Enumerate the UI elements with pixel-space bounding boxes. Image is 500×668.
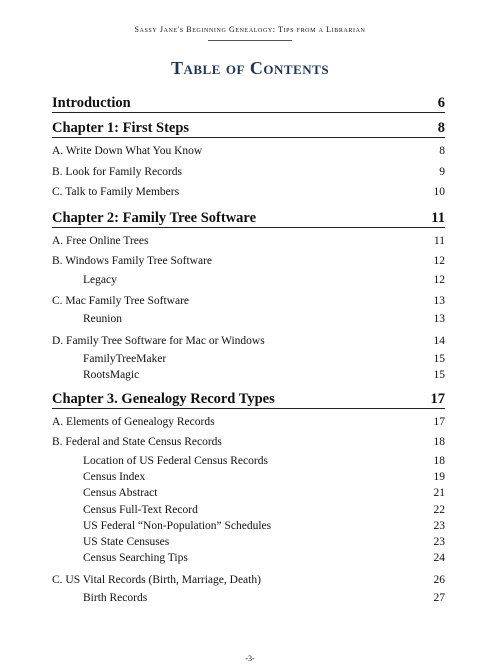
toc-entry[interactable] — [52, 590, 445, 606]
toc-entry-label: Census Searching Tips — [83, 552, 188, 565]
toc-entry-label: FamilyTreeMaker — [83, 353, 167, 366]
toc-entry-page: 23 — [433, 519, 445, 532]
toc-entry[interactable] — [52, 141, 445, 162]
toc-entry-page: 21 — [433, 487, 445, 500]
toc-entry[interactable] — [52, 412, 445, 433]
toc-entry-label: Census Full-Text Record — [83, 503, 198, 516]
toc-entry[interactable] — [52, 182, 445, 203]
toc-entry-label: B. Look for Family Records — [52, 165, 182, 178]
toc-entry-page: 18 — [433, 454, 445, 467]
toc-entry[interactable] — [52, 311, 445, 327]
toc-entry-label: Location of US Federal Census Records — [83, 454, 268, 467]
toc-entry-label: C. Talk to Family Members — [52, 186, 180, 198]
toc-entry-label: A. Free Online Trees — [52, 234, 149, 247]
toc-entry-label: A. Elements of Genealogy Records — [52, 415, 215, 428]
toc-entry-page: 8 — [439, 145, 445, 157]
toc-entry[interactable] — [52, 534, 445, 550]
toc-entry-label: Introduction — [52, 95, 131, 111]
toc-entry-label: US State Censuses — [83, 536, 170, 549]
toc-entry-page: 12 — [433, 273, 445, 286]
toc-entry-page: 12 — [433, 255, 445, 267]
toc-entry-page: 22 — [433, 503, 445, 516]
toc-chapter-entry[interactable] — [52, 209, 445, 228]
toc-entry-label: Census Index — [83, 470, 146, 483]
toc-entry-label: Census Abstract — [83, 487, 158, 500]
toc-entry-label: D. Family Tree Software for Mac or Windows — [52, 334, 265, 347]
toc-entry-label: Legacy — [83, 273, 117, 286]
toc-entry[interactable] — [52, 570, 445, 591]
toc-chapter-entry[interactable] — [52, 119, 445, 138]
toc-entry-page: 24 — [433, 552, 445, 565]
toc-entry[interactable] — [52, 231, 445, 252]
toc-entry-page: 15 — [433, 353, 445, 366]
page-number: -3- — [245, 654, 255, 663]
toc-entry[interactable] — [52, 432, 445, 453]
toc-entry-page: 17 — [433, 415, 445, 428]
toc-entry[interactable] — [52, 331, 445, 352]
toc-entry[interactable] — [52, 453, 445, 469]
toc-entry-page: 13 — [433, 294, 445, 307]
toc-entry-page: 13 — [433, 313, 445, 326]
toc-entry-page: 18 — [433, 436, 445, 449]
toc-entry[interactable] — [52, 351, 445, 367]
toc-entry[interactable] — [52, 550, 445, 566]
toc-chapter-entry[interactable] — [52, 94, 445, 113]
toc-entry-page: 15 — [433, 369, 445, 382]
table-of-contents — [52, 94, 445, 607]
toc-entry-page: 9 — [439, 165, 445, 178]
toc-entry-label: C. Mac Family Tree Software — [52, 294, 190, 307]
toc-entry-label: A. Write Down What You Know — [52, 145, 203, 157]
toc-entry[interactable] — [52, 162, 445, 183]
toc-entry[interactable] — [52, 469, 445, 485]
toc-entry-page: 26 — [433, 573, 445, 586]
toc-entry[interactable] — [52, 272, 445, 288]
toc-entry-label: Chapter 1: First Steps — [52, 120, 190, 136]
toc-entry-page: 23 — [433, 536, 445, 549]
toc-entry-label: B. Federal and State Census Records — [52, 436, 222, 449]
toc-entry-page: 27 — [433, 592, 445, 605]
toc-entry-label: RootsMagic — [83, 369, 140, 382]
toc-entry[interactable] — [52, 251, 445, 272]
toc-entry[interactable] — [52, 502, 445, 518]
toc-entry-page: 11 — [431, 209, 445, 226]
page-title: Table of Contents — [170, 58, 330, 78]
toc-entry[interactable] — [52, 518, 445, 534]
toc-entry-page: 10 — [433, 186, 445, 198]
toc-entry-page: 19 — [433, 470, 445, 483]
toc-entry-page: 8 — [437, 120, 445, 136]
toc-entry[interactable] — [52, 485, 445, 501]
toc-entry-page: 14 — [433, 334, 445, 347]
toc-entry[interactable] — [52, 291, 445, 312]
toc-entry-page: 6 — [437, 95, 445, 111]
toc-entry-label: B. Windows Family Tree Software — [52, 255, 213, 267]
toc-entry-page: 17 — [430, 390, 445, 407]
toc-entry-label: C. US Vital Records (Birth, Marriage, Death) — [52, 573, 261, 586]
toc-entry-label: Birth Records — [83, 592, 148, 605]
toc-entry-label: Chapter 3. Genealogy Record Types — [52, 390, 275, 407]
toc-entry-page: 11 — [433, 234, 445, 247]
toc-entry-label: Reunion — [83, 313, 122, 326]
toc-entry-label: US Federal “Non-Population” Schedules — [83, 519, 272, 532]
toc-entry-label: Chapter 2: Family Tree Software — [52, 209, 257, 226]
toc-entry[interactable] — [52, 367, 445, 383]
toc-chapter-entry[interactable] — [52, 390, 445, 409]
running-header: Sassy Jane's Beginning Genealogy: Tips from a Librarian — [134, 25, 366, 34]
header-rule — [208, 40, 292, 41]
